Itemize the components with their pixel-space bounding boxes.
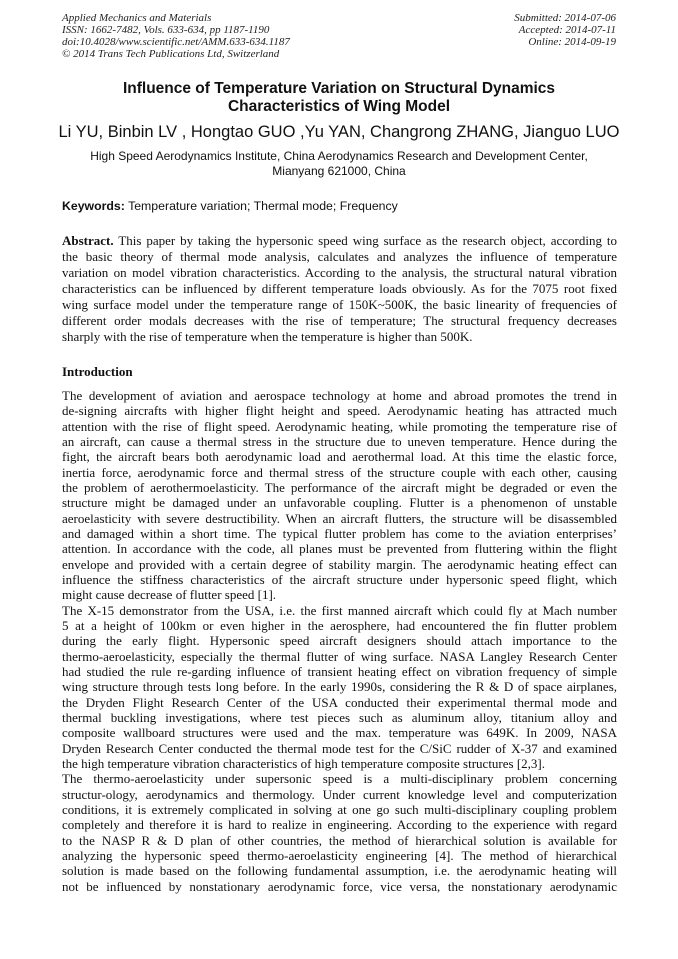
affiliation-line: High Speed Aerodynamics Institute, China Aerodynamics Research and Development Center, <box>90 149 588 163</box>
paragraph-line: completely and therefore it is hard to realize in engineering. According to the experience with regard <box>62 817 617 833</box>
abstract-line: wing surface model under the temperature range of 150K~500K, the basic linearity of frequencies of <box>62 297 617 312</box>
online-date: Online: 2014-09-19 <box>528 36 616 48</box>
paragraph-line: an aircraft, can cause a thermal stress in the structure due to uneven temperature. Hence during the <box>62 433 617 449</box>
paragraph-line: structur-ology, aerodynamics and thermology. Under current knowledge level and computerization <box>62 786 617 802</box>
abstract-line: variation on model vibration characteristics. According to the analysis, the structural natural vibration <box>62 265 617 280</box>
paragraph-line: de-signing aircrafts with higher flight height and speed. Aerodynamic heating has attracted much <box>62 403 617 419</box>
paragraph-line: to the NASP R & D plan of other countries, the method of hierarchical solution is available for <box>62 832 617 848</box>
keywords-label: Keywords: <box>62 199 125 213</box>
paragraph-line: composite wallboard structures were used and the max. temperature was 649K. In 2009, NASA <box>62 725 617 741</box>
paragraph-line: inertia force, aerodynamic force and thermal stress of the structure couple with each other, causing <box>62 464 617 480</box>
paragraph-line: aeroelasticity with severe destructibility. When an aircraft flutters, the structure will be disassembled <box>62 510 617 526</box>
paragraph-line: the Dryden Flight Research Center of the USA conducted their experimental thermal mode and <box>62 694 617 710</box>
copyright: © 2014 Trans Tech Publications Ltd, Switzerland <box>62 48 280 60</box>
accepted-date: Accepted: 2014-07-11 <box>518 24 616 36</box>
abstract-line <box>62 233 617 249</box>
paragraph-line: The X-15 demonstrator from the USA, i.e. the first manned aircraft which could fly at Mach number <box>62 602 617 618</box>
paragraph-line: The thermo-aeroelasticity under supersonic speed is a multi-disciplinary problem concerning <box>62 771 617 787</box>
paragraph-line: attention. In accordance with the code, all planes must be prevented from fluttering within the flight <box>62 541 617 557</box>
authors: Li YU, Binbin LV , Hongtao GUO ,Yu YAN, Changrong ZHANG, Jianguo LUO <box>58 123 620 141</box>
publication-dates <box>514 12 616 48</box>
paragraph-line: the high temperature vibration characteristics of high temperature composite structures [2,3]. <box>62 755 545 771</box>
paragraph-line: structure might be damaged under an unfavorable coupling. Flutter is a phenomenon of unstable <box>62 495 617 511</box>
abstract-label: Abstract. <box>62 233 114 248</box>
abstract <box>62 233 617 345</box>
paragraph-line: thermal buckling investigations, where test pieces such as aluminum alloy, titanium alloy and <box>62 709 617 725</box>
issn: ISSN: 1662-7482, Vols. 633-634, pp 1187-1190 <box>62 24 270 36</box>
paragraph-line: The development of aviation and aerospace technology at home and abroad promotes the trend in <box>62 388 617 403</box>
paragraph-line: fight, the aircraft bears both aerodynamic load and aerothermal load. At this time the elastic force, <box>62 449 617 465</box>
paragraph-line: had studied the rule re-garding influence of transient heating effect on vibration frequency of simple <box>62 663 617 679</box>
affiliation-line: Mianyang 621000, China <box>272 164 406 178</box>
paragraph-line: envelope and provided with a certain degree of stability margin. The aerodynamic heating effect can <box>62 556 617 572</box>
section-heading-introduction: Introduction <box>62 364 133 379</box>
journal-info <box>62 12 290 60</box>
abstract-line: the basic theory of thermal mode analysis, calculates and analyzes the influence of temperature <box>62 249 617 264</box>
paragraph-line: analyzing the hypersonic speed thermo-aeroelasticity engineering [4]. The method of hierarchical <box>62 847 617 863</box>
paragraph-line: conditions, it is extremely complicated in solving at one go such multi-disciplinary coupling problem <box>62 801 617 817</box>
submitted-date: Submitted: 2014-07-06 <box>514 12 616 24</box>
paragraph-line: might cause decrease of flutter speed [1]. <box>62 587 277 603</box>
paper-title <box>0 80 678 116</box>
doi: doi:10.4028/www.scientific.net/AMM.633-634.1187 <box>62 36 290 48</box>
paragraph-line: not be influenced by nonstationary aerodynamic force, vice versa, the nonstationary aerodynamic <box>62 878 617 894</box>
introduction-body <box>62 388 617 894</box>
paragraph-line: during the early flight. Hypersonic speed aircraft designers should attach importance to the <box>62 633 617 649</box>
paragraph-line: 5 at a height of 100km or even higher in the aerosphere, had encountered the fin flutter problem <box>62 617 617 633</box>
title-line: Characteristics of Wing Model <box>227 98 451 115</box>
paragraph-line: wing structure through tests long before. In the early 1990s, considering the R & D of space airplanes, <box>62 679 617 695</box>
journal-name: Applied Mechanics and Materials <box>62 12 212 24</box>
abstract-line: characteristics can be influenced by different temperature loads obviously. As for the 7075 root fixed <box>62 281 617 296</box>
paragraph-line: solution is made based on the following fundamental assumption, i.e. the aerodynamic heating will <box>62 863 617 879</box>
paragraph-line: Dryden Research Center conducted the thermal mode test for the C/SiC rudder of X-37 and examined <box>62 740 617 756</box>
paragraph-line: attention with the rise of flight speed. Aerodynamic heating, while promoting the temperature rise of <box>62 418 617 434</box>
paragraph-line: and damaged within a short time. The typical flutter problem has come to the aviation enterprises’ <box>62 525 617 541</box>
paragraph-line: the problem of aerothermoelasticity. The performance of the aircraft might be degraded or even the <box>62 479 617 495</box>
title-line: Influence of Temperature Variation on Structural Dynamics <box>122 80 556 97</box>
abstract-text: This paper by taking the hypersonic speed wing surface as the research object, according to <box>113 233 617 248</box>
paragraph-line: thermo-aeroelasticity, especially the thermal flutter of wing surface. NASA Langley Research Center <box>62 648 617 664</box>
paragraph-line: influence the stiffness characteristics of the aircraft structure under hypersonic speed flight, which <box>62 571 617 587</box>
abstract-line: sharply with the rise of temperature when the temperature is higher than 500K. <box>62 329 473 344</box>
keywords <box>62 199 398 214</box>
keywords-text: Temperature variation; Thermal mode; Frequency <box>124 199 398 213</box>
affiliation <box>0 149 678 179</box>
abstract-line: different order modals decreases with the rise of temperature; The structural frequency decreases <box>62 313 617 328</box>
